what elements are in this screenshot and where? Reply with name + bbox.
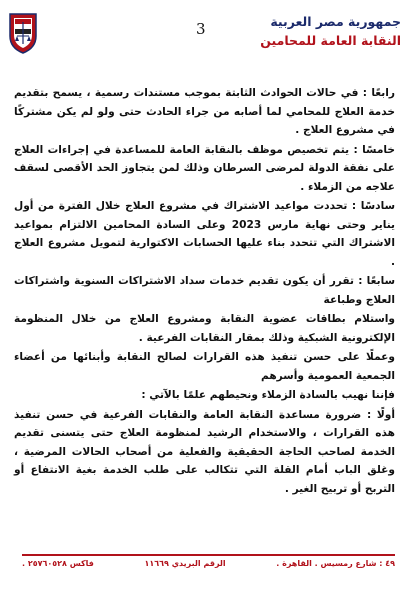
paragraph-sixth: سادسًا : تحددت مواعيد الاشتراك في مشروع العلاج خلال الفترة من أول يناير وحتى نهاية مارس 2023 وعلى السادة المحامين الالتزام بمواعيد الاشتراك التي تتحدد بناء عليها الحسابات الاكتوارية لتمويل مشروع العلاج . [14, 200, 395, 268]
footer-fax: فاكس ٢٥٧٦٠٥٢٨ . [22, 559, 94, 568]
paragraph-fifth: خامسًا : يتم تخصيص موظف بالنقابة العامة للمساعدة في إجراءات العلاج على نفقة الدولة لمرضى السرطان وذلك لمن يتجاوز الحد الأقصى لسقف علاجه من الزملاء . [14, 143, 395, 193]
letterhead [0, 8, 417, 56]
syndicate-name: النقابة العامة للمحامين [260, 33, 401, 48]
paragraph-fourth: رابعًا : في حالات الحوادث الثابتة بموجب مستندات رسمية ، يسمح بتقديم خدمة العلاج للمحامي لما أصابه من جراء الحادث حتى ولو لم يكن مشتركًا في مشروع العلاج . [14, 87, 395, 136]
country-name: جمهورية مصر العربية [270, 14, 401, 29]
paragraph-first-point: أولًا : ضرورة مساعدة النقابة العامة والنقابات الفرعية في حسن تنفيذ هذه القرارات ، والاستخدام الرشيد لمنظومة العلاج حتى يتسنى تقديم الخدمة لصاحب الحاجة الحقيقية والفعلية من أصحاب الحالات المرضية ، وغلق الباب أمام القلة التي تتكالب على طلب الخدمة بغية الانتفاع أو التربح أو تربيح الغير . [14, 408, 395, 495]
footer [22, 554, 395, 568]
organization-name [260, 12, 401, 50]
paragraph-seventh: سابعًا : تقرر أن يكون تقديم خدمات سداد الاشتراكات السنوية واشتراكات العلاج وطباعة [14, 275, 395, 306]
lawyers-syndicate-emblem-icon [8, 10, 38, 54]
document-body [14, 84, 395, 499]
paragraph-implementation: وعملًا على حسن تنفيذ هذه القرارات لصالح النقابة وأبنائها من أعضاء الجمعية العمومية وأسرهم [14, 351, 395, 382]
paragraph-seventh-continued: واستلام بطاقات عضوية النقابة ومشروع العلاج من خلال المنظومة الإلكترونية الشبكية وذلك بمقار النقابات الفرعية . [14, 313, 395, 344]
footer-address: ٤٩ : شارع رمسيس . القاهرة . [276, 559, 395, 568]
footer-postal-code: الرقم البريدي ١١٦٦٩ [144, 559, 226, 568]
page-number: 3 [196, 20, 206, 38]
paragraph-notice: فإننا نهيب بالسادة الزملاء ونحيطهم علمًا بالآتي : [141, 389, 395, 401]
